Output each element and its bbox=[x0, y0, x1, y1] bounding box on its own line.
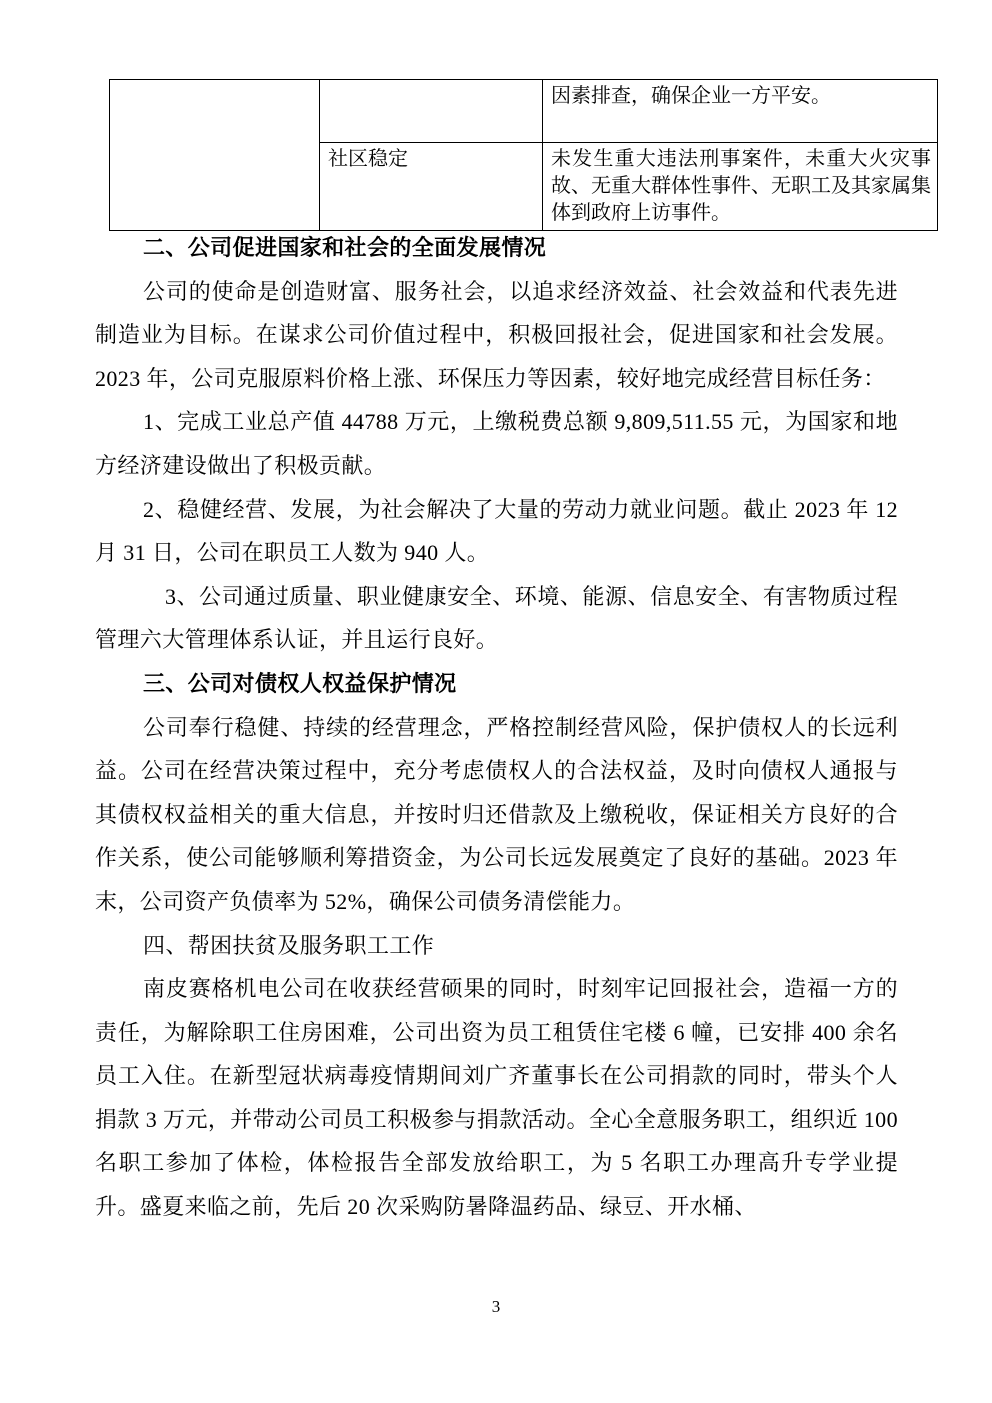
section-2-heading: 二、公司促进国家和社会的全面发展情况 bbox=[142, 235, 547, 260]
section-2-item-3: 3、公司通过质量、职业健康安全、环境、能源、信息安全、有害物质过程管理六大管理体系认证，并且运行良好。 bbox=[95, 583, 898, 653]
stability-table bbox=[109, 79, 938, 231]
table-cell-span-empty bbox=[110, 80, 320, 231]
section-4-paragraph: 南皮赛格机电公司在收获经营硕果的同时，时刻牢记回报社会，造福一方的责任，为解除职工住房困难，公司出资为员工租赁住宅楼 6 幢，已安排 400 余名员工入住。在新型冠状病毒疫情期间刘广齐董事长在公司捐款的同时，带头个人捐款 3 万元，并带动公司员工积极参与捐款活动。全心全意服务职工，组织近 100 名职工参加了体检，体检报告全部发放给职工，为 5 名职工办理高升专学业提升。盛夏来临之前，先后 20 次采购防暑降温药品、绿豆、开水桶、 bbox=[95, 976, 898, 1220]
section-3-heading: 三、公司对债权人权益保护情况 bbox=[142, 670, 457, 696]
section-3-paragraph: 公司奉行稳健、持续的经营理念，严格控制经营风险，保护债权人的长远利益。公司在经营决策过程中，充分考虑债权人的合法权益，及时向债权人通报与其债权权益相关的重大信息，并按时归还借款及上缴税收，保证相关方良好的合作关系，使公司能够顺利筹措资金，为公司长远发展奠定了良好的基础。2023 年末，公司资产负债率为 52%，确保公司债务清偿能力。 bbox=[95, 714, 898, 914]
page-number: 3 bbox=[491, 1297, 501, 1316]
document-body bbox=[95, 226, 898, 1229]
table-cell-label-community-stability: 社区稳定 bbox=[320, 143, 543, 231]
table-cell-content: 因素排查，确保企业一方平安。 bbox=[543, 80, 938, 143]
section-2-item-1: 1、完成工业总产值 44788 万元，上缴税费总额 9,809,511.55 元，为国家和地方经济建设做出了积极贡献。 bbox=[95, 409, 898, 478]
section-2-item-2: 2、稳健经营、发展，为社会解决了大量的劳动力就业问题。截止 2023 年 12 月 31 日，公司在职员工人数为 940 人。 bbox=[95, 496, 898, 566]
table-cell-label-empty bbox=[320, 80, 543, 143]
table-row bbox=[110, 80, 938, 143]
section-2-intro-paragraph: 公司的使命是创造财富、服务社会，以追求经济效益、社会效益和代表先进制造业为目标。在谋求公司价值过程中，积极回报社会，促进国家和社会发展。2023 年，公司克服原料价格上涨、环保压力等因素，较好地完成经营目标任务： bbox=[95, 278, 898, 391]
table-cell-content: 未发生重大违法刑事案件，未重大火灾事故、无重大群体性事件、无职工及其家属集体到政府上访事件。 bbox=[543, 143, 938, 231]
section-4-heading: 四、帮困扶贫及服务职工工作 bbox=[142, 932, 435, 958]
